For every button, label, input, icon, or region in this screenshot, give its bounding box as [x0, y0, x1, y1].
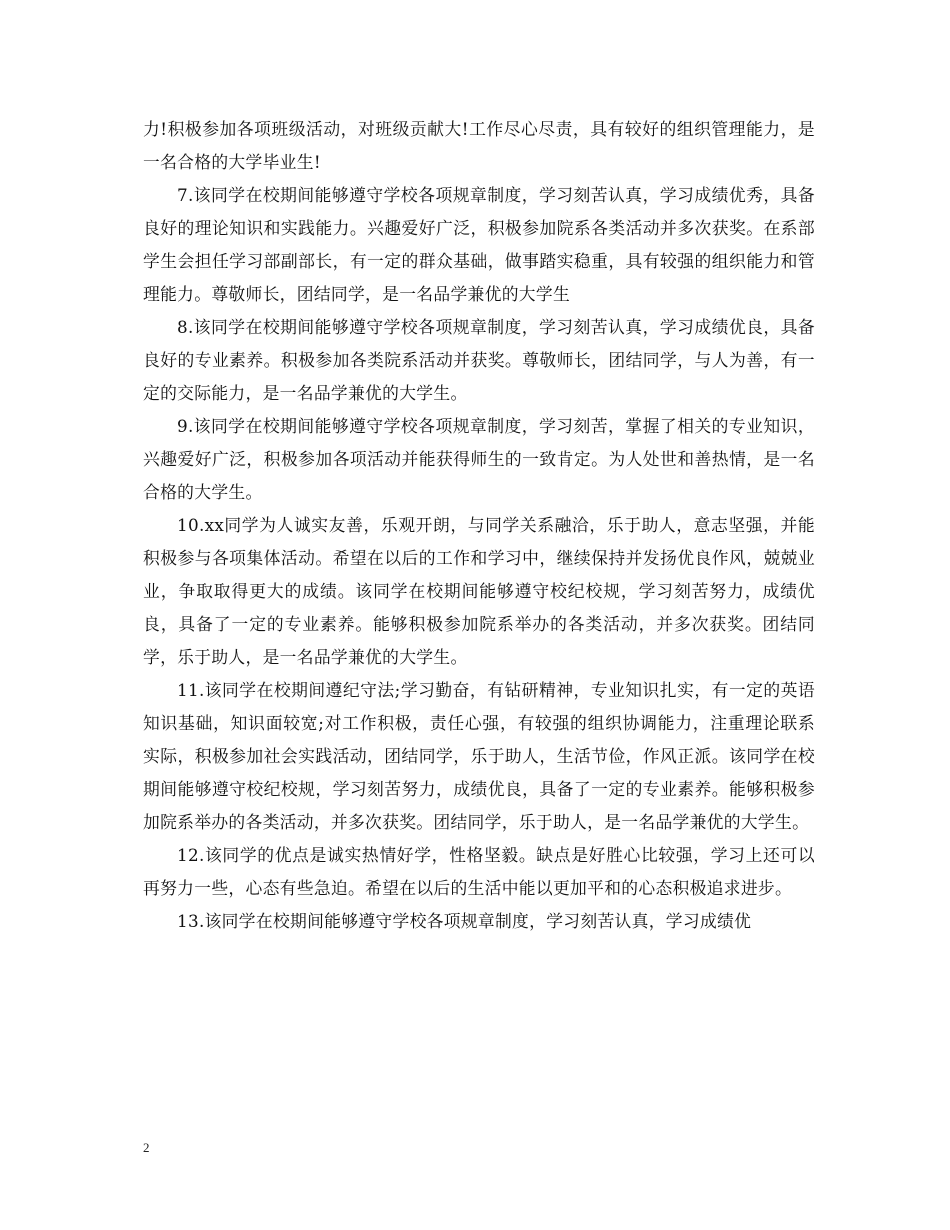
page-number: 2: [143, 1140, 150, 1155]
paragraph-item-13: 13.该同学在校期间能够遵守学校各项规章制度，学习刻苦认真，学习成绩优: [177, 911, 752, 931]
paragraph-item-12: 12.该同学的优点是诚实热情好学，性格坚毅。缺点是好胜心比较强，学习上还可以再努力一些，心态有些急迫。希望在以后的生活中能以更加平和的心态积极追求进步。: [143, 845, 815, 898]
document-body: [143, 113, 815, 938]
paragraph-item-9: 9.该同学在校期间能够遵守学校各项规章制度，学习刻苦，掌握了相关的专业知识，兴趣爱好广泛，积极参加各项活动并能获得师生的一致肯定。为人处世和善热情，是一名合格的大学生。: [143, 416, 815, 502]
paragraph-item-10: 10.xx同学为人诚实友善，乐观开朗，与同学关系融洽，乐于助人，意志坚强，并能积极参与各项集体活动。希望在以后的工作和学习中，继续保持并发扬优良作风，兢兢业业，争取取得更大的成绩。该同学在校期间能够遵守校纪校规，学习刻苦努力，成绩优良，具备了一定的专业素养。能够积极参加院系举办的各类活动，并多次获奖。团结同学，乐于助人，是一名品学兼优的大学生。: [143, 515, 815, 667]
paragraph-item-7: 7.该同学在校期间能够遵守学校各项规章制度，学习刻苦认真，学习成绩优秀，具备良好的理论知识和实践能力。兴趣爱好广泛，积极参加院系各类活动并多次获奖。在系部学生会担任学习部副部长，有一定的群众基础，做事踏实稳重，具有较强的组织能力和管理能力。尊敬师长，团结同学，是一名品学兼优的大学生: [143, 185, 815, 304]
paragraph-continuation: 力!积极参加各项班级活动，对班级贡献大!工作尽心尽责，具有较好的组织管理能力，是一名合格的大学毕业生!: [143, 119, 815, 172]
paragraph-item-8: 8.该同学在校期间能够遵守学校各项规章制度，学习刻苦认真，学习成绩优良，具备良好的专业素养。积极参加各类院系活动并获奖。尊敬师长，团结同学，与人为善，有一定的交际能力，是一名品学兼优的大学生。: [143, 317, 815, 403]
paragraph-item-11: 11.该同学在校期间遵纪守法;学习勤奋，有钻研精神，专业知识扎实，有一定的英语知识基础，知识面较宽;对工作积极，责任心强，有较强的组织协调能力，注重理论联系实际，积极参加社会实践活动，团结同学，乐于助人，生活节俭，作风正派。该同学在校期间能够遵守校纪校规，学习刻苦努力，成绩优良，具备了一定的专业素养。能够积极参加院系举办的各类活动，并多次获奖。团结同学，乐于助人，是一名品学兼优的大学生。: [143, 680, 815, 832]
